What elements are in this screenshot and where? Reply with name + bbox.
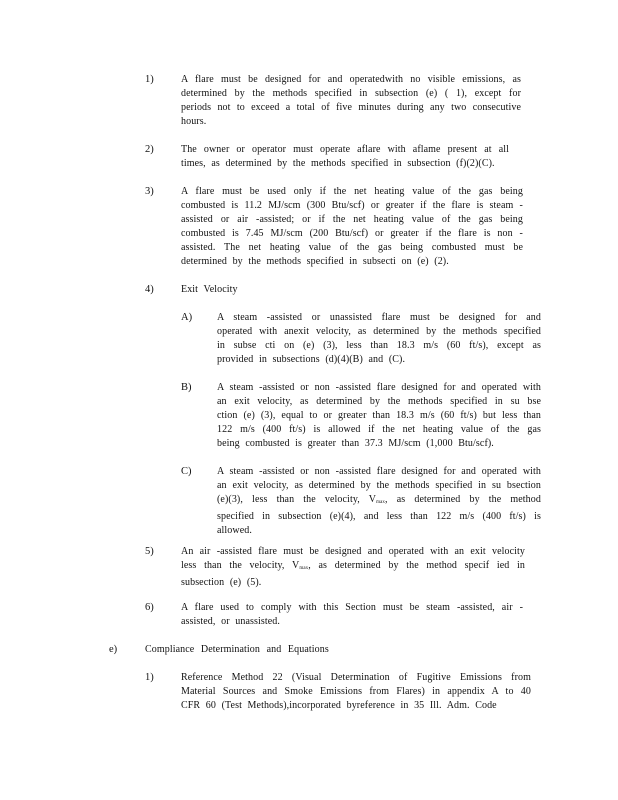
subitem-text: A steam -assisted or unassisted flare must be designed for and operated with anexit velocity, as determined by the methods specified in subse cti on (e) (3), less than 18.3 m/s (60 ft/s), except as provided in subsections (d)(4)(B) and (C).	[217, 312, 541, 365]
subitem-text: A steam -assisted or non -assisted flare designed for and operated with an exit velocity, as determined by the methods specified in su bse ction (e) (3), equal to or greater than 18.3 m/s (60 ft/s) but less than 122 m/s (400 ft/s) is allowed if the net heating value of the gas being combusted is greater than 37.3 MJ/scm (1,000 Btu/scf).	[217, 382, 541, 449]
item-text: Reference Method 22 (Visual Determination of Fugitive Emissions from Material Sources and Smoke Emissions from Flares) in appendix A to 40 CFR 60 (Test Methods),incorporated byreference in 35 Ill. Adm. Code	[181, 672, 531, 711]
item-heading: Exit Velocity	[181, 284, 238, 295]
item-text	[181, 545, 525, 590]
subitem-label: B)	[181, 382, 192, 393]
subitem-label: A)	[181, 312, 193, 323]
subitem-text	[217, 465, 541, 538]
item-label: 4)	[145, 284, 154, 295]
section-heading: Compliance Determination and Equations	[145, 644, 329, 655]
item-text: A flare must be used only if the net heating value of the gas being combusted is 11.2 MJ/scm (300 Btu/scf) or greater if the flare is steam - assisted or air -assisted; or if the net heating value of the gas being combusted is 7.45 MJ/scm (200 Btu/scf) or greater if the flare is non - assisted. The net heating value of the gas being combusted must be determined by the methods specified in subsecti on (e) (2).	[181, 186, 523, 267]
vmax-subscript: max	[376, 500, 386, 505]
text-segment: , as determined by the method specified in subsection (e)(4), and less than 122 m/s (400 ft/s) is allowed.	[217, 494, 541, 536]
text-segment: , as determined by the method specif ied in subsection (e) (5).	[181, 560, 525, 588]
item-text: A flare must be designed for and operatedwith no visible emissions, as determined by the methods specified in subsection (e) ( 1), except for periods not to exceed a total of five minutes during any two consecutive hours.	[181, 74, 521, 127]
subitem-label: C)	[181, 466, 192, 477]
item-label: 5)	[145, 546, 154, 557]
text-segment: An air -assisted flare must be designed and operated with an exit velocity less than the velocity, V	[181, 546, 525, 571]
item-label: 2)	[145, 144, 154, 155]
item-label: 3)	[145, 186, 154, 197]
text-segment: A steam -assisted or non -assisted flare designed for and operated with an exit velocity, as determined by the methods specified in su bsection (e)(3), less than the velocity, V	[217, 466, 541, 505]
item-text: The owner or operator must operate aflare with aflame present at all times, as determined by the methods specified in subsection (f)(2)(C).	[181, 144, 509, 169]
item-label: 6)	[145, 602, 154, 613]
item-text: A flare used to comply with this Section must be steam -assisted, air - assisted, or unassisted.	[181, 602, 523, 627]
section-label: e)	[109, 644, 118, 655]
item-label: 1)	[145, 672, 154, 683]
item-label: 1)	[145, 74, 154, 85]
vmax-subscript: max	[299, 566, 309, 571]
